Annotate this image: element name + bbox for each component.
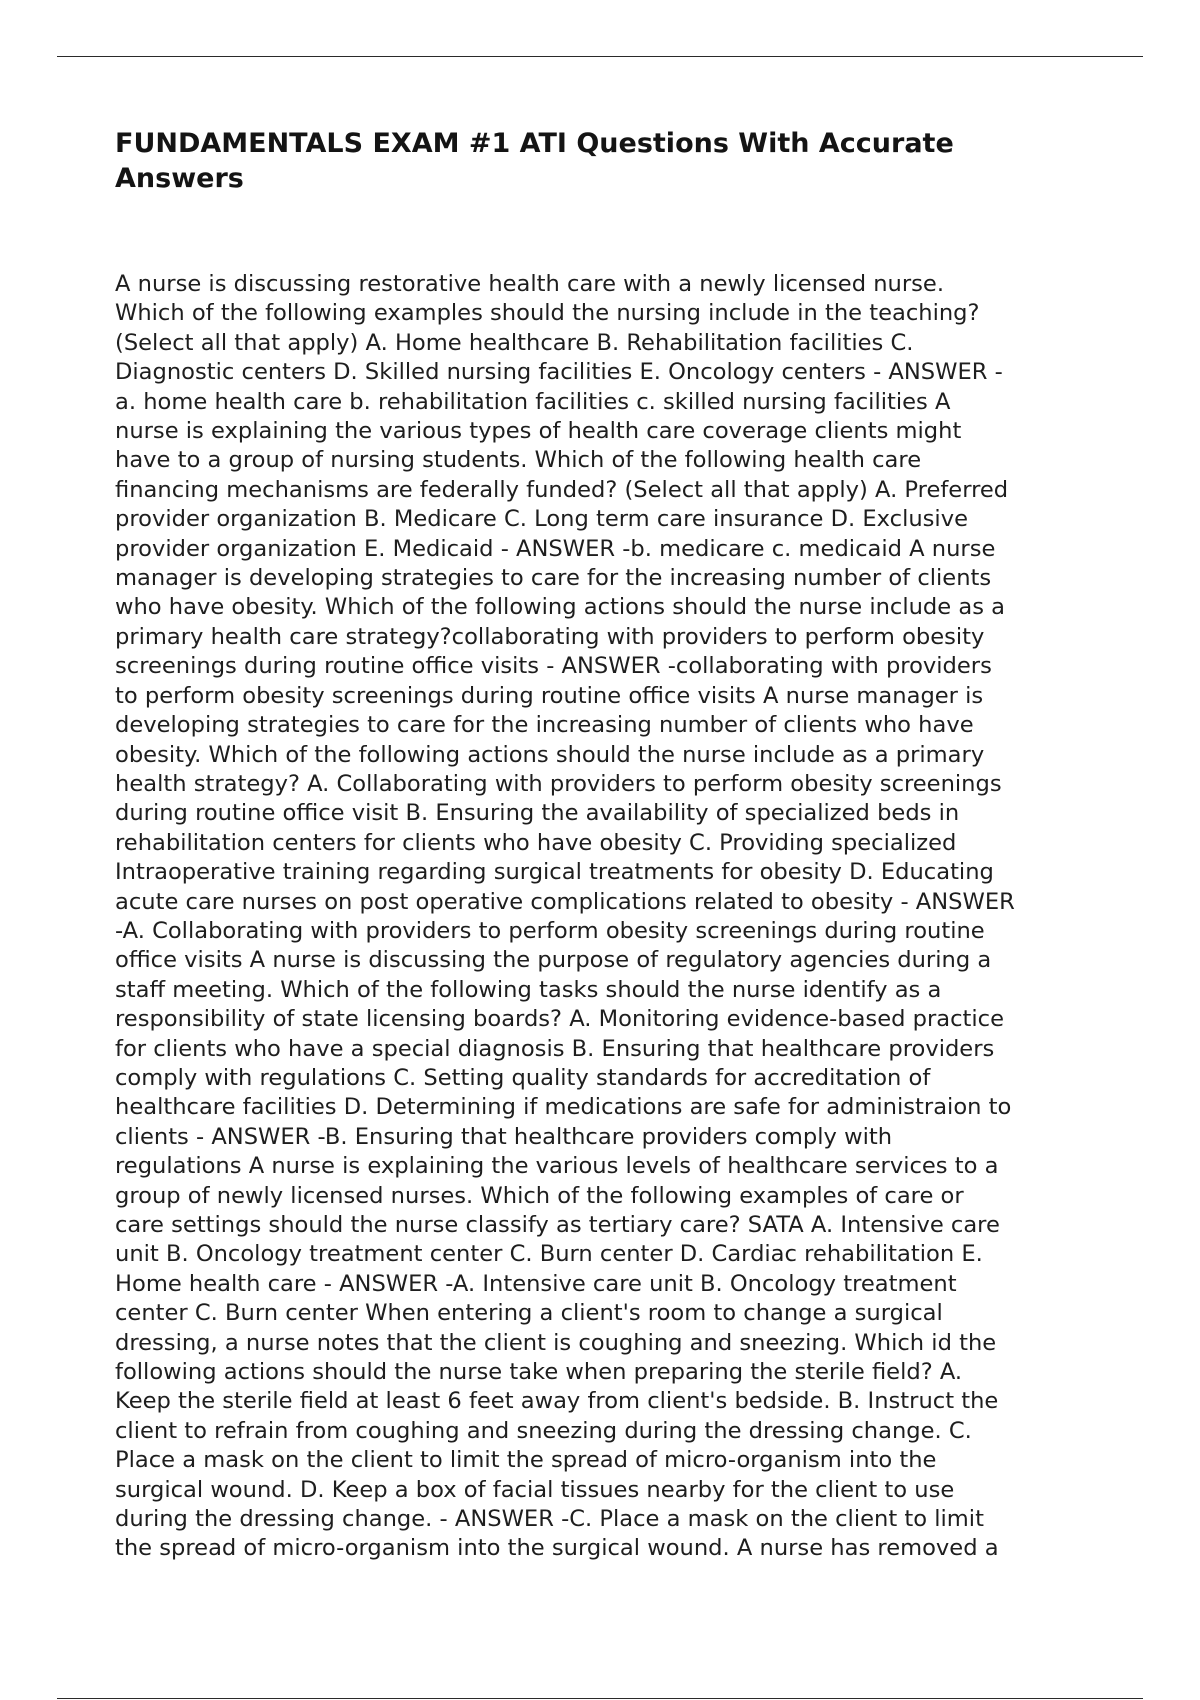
body-line: Keep the sterile field at least 6 feet away from client's bedside. B. Instruct the (115, 1388, 999, 1415)
body-line: obesity. Which of the following actions should the nurse include as a primary (115, 741, 985, 768)
body-line: client to refrain from coughing and sneezing during the dressing change. C. (115, 1417, 972, 1444)
document-title-line: FUNDAMENTALS EXAM #1 ATI Questions With Accurate (115, 128, 954, 159)
body-line: Home health care - ANSWER -A. Intensive care unit B. Oncology treatment (115, 1270, 957, 1297)
body-line: primary health care strategy?collaborating with providers to perform obesity (115, 623, 985, 650)
body-line: Place a mask on the client to limit the spread of micro-organism into the (115, 1447, 937, 1474)
body-line: screenings during routine office visits - ANSWER -collaborating with providers (115, 653, 992, 680)
body-line: surgical wound. D. Keep a box of facial tissues nearby for the client to use (115, 1476, 955, 1503)
body-line: healthcare facilities D. Determining if medications are safe for administraion to (115, 1094, 1012, 1121)
body-line: nurse is explaining the various types of health care coverage clients might (115, 418, 962, 445)
body-line: developing strategies to care for the increasing number of clients who have (115, 712, 974, 739)
document-title (115, 126, 1095, 196)
body-line: who have obesity. Which of the following actions should the nurse include as a (115, 594, 1006, 621)
body-line: center C. Burn center When entering a client's room to change a surgical (115, 1300, 943, 1327)
body-line: during routine office visit B. Ensuring the availability of specialized beds in (115, 800, 960, 827)
body-line: unit B. Oncology treatment center C. Burn center D. Cardiac rehabilitation E. (115, 1241, 983, 1268)
body-line: A nurse is discussing restorative health care with a newly licensed nurse. (115, 271, 945, 297)
body-line: during the dressing change. - ANSWER -C. Place a mask on the client to limit (115, 1506, 984, 1533)
document-title-line: Answers (115, 163, 244, 194)
body-line: Which of the following examples should the nursing include in the teaching? (115, 300, 980, 327)
body-line: provider organization E. Medicaid - ANSWER -b. medicare c. medicaid A nurse (115, 535, 996, 562)
body-line: for clients who have a special diagnosis B. Ensuring that healthcare providers (115, 1035, 995, 1062)
body-line: to perform obesity screenings during routine office visits A nurse manager is (115, 682, 984, 709)
body-line: acute care nurses on post operative complications related to obesity - ANSWER (115, 888, 1015, 915)
body-line: office visits A nurse is discussing the purpose of regulatory agencies during a (115, 947, 992, 974)
body-line: provider organization B. Medicare C. Long term care insurance D. Exclusive (115, 506, 968, 533)
body-line: the spread of micro-organism into the surgical wound. A nurse has removed a (115, 1535, 999, 1562)
body-line: Intraoperative training regarding surgical treatments for obesity D. Educating (115, 859, 994, 886)
bottom-divider (57, 1698, 1143, 1699)
body-line: following actions should the nurse take when preparing the sterile field? A. (115, 1359, 963, 1386)
body-line: Diagnostic centers D. Skilled nursing facilities E. Oncology centers - ANSWER - (115, 359, 1003, 386)
body-line: manager is developing strategies to care for the increasing number of clients (115, 565, 992, 592)
body-line: a. home health care b. rehabilitation facilities c. skilled nursing facilities A (115, 388, 951, 415)
body-line: group of newly licensed nurses. Which of the following examples of care or (115, 1182, 964, 1209)
body-line: financing mechanisms are federally funded? (Select all that apply) A. Preferred (115, 476, 1009, 503)
body-line: staff meeting. Which of the following tasks should the nurse identify as a (115, 976, 942, 1003)
body-line: regulations A nurse is explaining the various levels of healthcare services to a (115, 1153, 999, 1180)
body-line: comply with regulations C. Setting quality standards for accreditation of (115, 1064, 931, 1091)
body-line: responsibility of state licensing boards? A. Monitoring evidence-based practice (115, 1006, 1004, 1033)
body-line: clients - ANSWER -B. Ensuring that healthcare providers comply with (115, 1123, 893, 1150)
body-line: have to a group of nursing students. Which of the following health care (115, 447, 922, 474)
body-line: health strategy? A. Collaborating with providers to perform obesity screenings (115, 770, 1002, 797)
body-line: rehabilitation centers for clients who have obesity C. Providing specialized (115, 829, 957, 856)
body-line: care settings should the nurse classify as tertiary care? SATA A. Intensive care (115, 1212, 1000, 1238)
body-line: -A. Collaborating with providers to perform obesity screenings during routine (115, 917, 985, 944)
body-line: (Select all that apply) A. Home healthcare B. Rehabilitation facilities C. (115, 329, 914, 356)
top-divider (57, 56, 1143, 57)
body-line: dressing, a nurse notes that the client is coughing and sneezing. Which id the (115, 1329, 997, 1356)
document-body (115, 270, 1200, 1564)
